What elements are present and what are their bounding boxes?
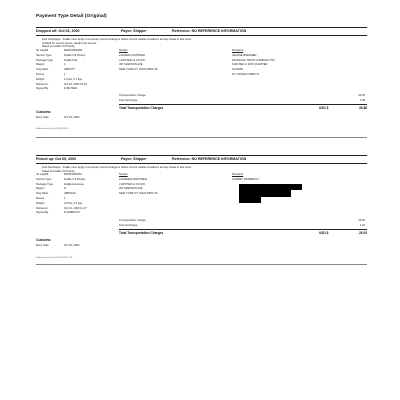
sender-block — [119, 173, 158, 197]
section-rule — [36, 35, 367, 36]
recipient-line: 6100 RED H DOK QUARTER — [232, 63, 268, 67]
entry-date-label: Entry Date — [36, 116, 49, 119]
detail-value: 821819050409 — [64, 49, 82, 52]
customs-heading: Customs — [36, 110, 51, 114]
detail-label: Orig./Dest. — [36, 68, 49, 72]
total-currency: USD $ — [319, 106, 329, 110]
customs-heading: Customs — [36, 238, 51, 242]
detail-value: Oct 04, 2000 15:03 — [64, 82, 87, 86]
detail-label: Region — [36, 63, 45, 67]
note-line: Audited for correct pieces, weight and service. — [42, 41, 97, 45]
page-title: Payment Type Detail (Original) — [36, 14, 107, 19]
entry-date-label: Entry Date — [36, 244, 49, 247]
detail-value: FedEx Intl Priority — [64, 53, 86, 57]
customs-entry — [36, 244, 79, 247]
sender-line: 457 MADISON AVE — [119, 63, 143, 67]
detail-value: 821819050461 — [64, 173, 82, 176]
total-label: Total Transportation Charges — [119, 231, 164, 235]
recipient-line: ST THOMAS 00802 VI — [232, 72, 260, 76]
internal-use-footer: FedEx Internal Use 617541051CP1_ — [36, 128, 70, 130]
detail-value: 1 — [64, 196, 66, 200]
detail-label: Service Type — [36, 53, 52, 57]
recipient-heading: Recipient — [232, 49, 244, 52]
charge-label: Fuel Surcharge — [119, 223, 138, 227]
charge-amount: 1.38 — [359, 98, 365, 102]
detail-labels — [36, 49, 53, 92]
total-rule — [119, 229, 367, 230]
detail-value: FedEx Envelope — [64, 182, 84, 186]
total-amount: 26.52 — [359, 231, 367, 235]
charge-labels — [119, 94, 146, 104]
detail-label: Orig./Dest. — [36, 192, 49, 196]
detail-label: Air waybill — [36, 173, 49, 176]
section-rule — [36, 27, 367, 28]
detail-label: Package Type — [36, 182, 53, 186]
reference: Reference: NO REFERENCE INFORMATION — [172, 157, 247, 161]
shipment-notes — [42, 38, 192, 49]
recipient-line: AUDREY RAIMBAULT — [232, 177, 260, 181]
shipment-date: Picked up: Oct 05, 2000 — [36, 157, 77, 161]
charge-label: Transportation Charge — [119, 219, 146, 222]
total-label: Total Transportation Charges — [119, 106, 164, 110]
recipient-block — [232, 49, 275, 78]
detail-label: Pieces — [36, 196, 45, 200]
charge-amount: 34.50 — [358, 94, 365, 97]
sender-line: NEW YORK NY 10022-6809 US — [119, 192, 158, 196]
note-line: Rated as FedEx Intl Priority — [42, 45, 75, 48]
detail-label: Weight — [36, 201, 45, 205]
recipient-line: JEANNE BRENNER — [232, 53, 257, 57]
charge-label: Transportation Charge — [119, 94, 146, 97]
payor: Payor: Shipper — [121, 29, 147, 33]
detail-value: 1.6 lbs, 0.7 kgs — [64, 77, 83, 81]
detail-label: Weight — [36, 77, 45, 81]
detail-value: R.AIMBAULT — [64, 211, 80, 215]
recipient-line: FINANCIAL TRUST COMPANY INC — [232, 58, 276, 62]
detail-labels — [36, 173, 53, 216]
detail-label: Package Type — [36, 58, 53, 62]
shipment-separator — [36, 264, 367, 265]
shipment-notes — [42, 166, 192, 173]
total-currency: USD $ — [319, 231, 329, 235]
detail-value: D — [64, 187, 66, 191]
sender-line: LAUREN KWINTNER — [119, 53, 145, 57]
sender-line: NEW YORK NY 10022-6809 US — [119, 68, 158, 72]
total-rule — [119, 104, 367, 105]
detail-value: JRB/NCE — [64, 192, 76, 196]
entry-date-value: Oct 04, 2000 — [64, 116, 80, 119]
detail-label: Service Type — [36, 177, 52, 181]
shipment-separator — [36, 137, 367, 138]
detail-label: Signed By — [36, 211, 49, 215]
note-line: Fuel Surcharge - FedEx must apply a temporary fuel surcharge to reflect current market conditions as they relate to fuel costs. — [42, 166, 192, 169]
charge-amounts — [358, 94, 365, 104]
detail-value: 1 — [64, 63, 66, 67]
shipment-date: Dropped off: Oct 03, 2000 — [36, 29, 80, 33]
reference: Reference: NO REFERENCE INFORMATION — [172, 29, 247, 33]
sender-block — [119, 49, 158, 73]
recipient-heading: Recipient — [232, 173, 244, 176]
entry-date-value: Oct 06, 2000 — [64, 244, 80, 247]
detail-label: Delivered — [36, 206, 48, 210]
detail-label: Signed By — [36, 87, 49, 91]
section-rule — [36, 155, 367, 156]
detail-values — [64, 173, 87, 216]
detail-label: Air waybill — [36, 49, 49, 52]
detail-label: Pieces — [36, 72, 45, 76]
customs-entry — [36, 116, 79, 119]
charge-label: Fuel Surcharge — [119, 98, 138, 102]
detail-value: FedEx Pak — [64, 58, 78, 62]
total-amount: 35.88 — [359, 106, 367, 110]
charge-amount: 1.02 — [359, 223, 365, 227]
redacted-address-block — [239, 197, 261, 203]
charge-labels — [119, 219, 146, 229]
detail-value: 1 — [64, 72, 66, 76]
note-line: Fuel Surcharge - FedEx must apply a temporary fuel surcharge to reflect current market conditions as they relate to fuel costs. — [42, 38, 192, 41]
sender-line: LAUREEN KWINTNER — [119, 177, 147, 181]
section-rule — [36, 163, 367, 164]
recipient-block — [232, 173, 259, 183]
recipient-line: SUITE60 — [232, 68, 243, 72]
payor: Payor: Shipper — [121, 157, 147, 161]
sender-line: J EPSTEIN & CO INC — [119, 58, 146, 62]
note-line: Rated as FedEx Intl Priority — [42, 169, 75, 173]
detail-label: Delivered — [36, 82, 48, 86]
redacted-address-block — [239, 190, 291, 197]
detail-value: 0.5 lbs, 0.2 kgs — [64, 201, 83, 205]
internal-use-footer: FedEx Internal Use 041741061CP1_08 — [36, 257, 73, 259]
detail-values — [64, 49, 87, 92]
detail-value: D.BLYDEN — [64, 87, 78, 91]
detail-value: Oct 10, 2000 11:17 — [64, 206, 87, 210]
charge-amounts — [358, 219, 365, 229]
detail-value: FedEx Intl Priority — [64, 177, 86, 181]
sender-heading: Sender — [119, 49, 128, 52]
detail-value: JRB/STT — [64, 68, 75, 72]
charge-amount: 25.50 — [358, 219, 365, 222]
detail-label: Region — [36, 187, 45, 191]
sender-heading: Sender — [119, 173, 128, 176]
sender-line: J EPSTEIN & CO INC — [119, 182, 146, 186]
sender-line: 457 MADISON AVE — [119, 187, 143, 191]
